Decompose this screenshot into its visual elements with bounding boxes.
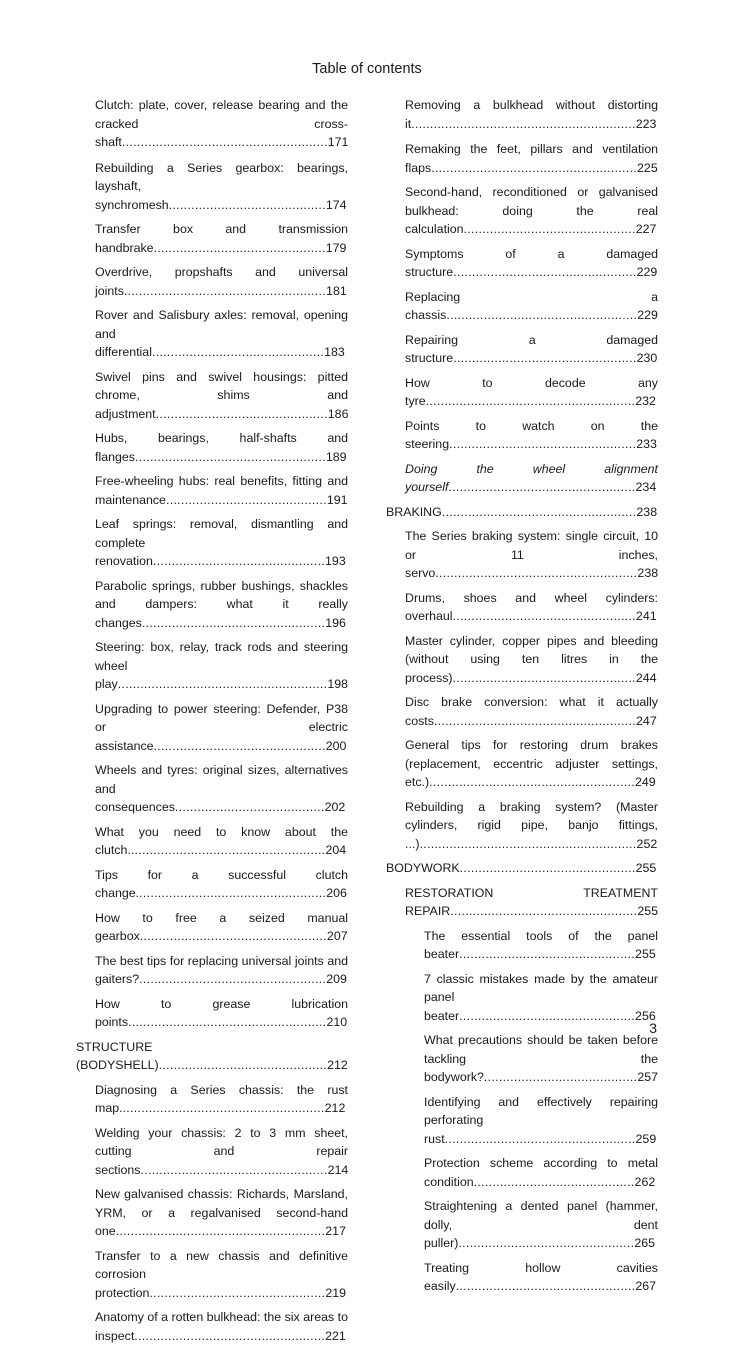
- toc-dot-leader: ..........................................................: [419, 836, 637, 851]
- toc-entry-page: 255: [635, 947, 656, 961]
- toc-entry[interactable]: [95, 577, 348, 633]
- toc-dot-leader: ......................................................: [433, 713, 637, 728]
- toc-dot-leader: ...............................................: [459, 1008, 636, 1023]
- toc-entry-title: Clutch: plate, cover, release bearing and the cracked cross-shaft: [95, 98, 348, 149]
- toc-entry-title: General tips for restoring drum brakes (replacement, eccentric adjuster settings, etc.): [405, 738, 658, 789]
- toc-entry-page: 265: [634, 1236, 656, 1250]
- toc-entry[interactable]: [405, 884, 658, 921]
- toc-entry-page: 233: [636, 437, 657, 451]
- toc-dot-leader: ..................................................: [139, 972, 327, 986]
- toc-entry[interactable]: [95, 96, 348, 152]
- toc-entry-page: 241: [635, 609, 657, 623]
- toc-entry-page: 191: [326, 492, 348, 507]
- toc-entry-title: Leaf springs: removal, dismantling and complete renovation: [95, 517, 348, 568]
- toc-dot-leader: ........................................................: [117, 677, 328, 691]
- toc-entry[interactable]: [95, 952, 348, 989]
- toc-entry-title: Points to watch on the steering: [405, 418, 658, 451]
- toc-entry-title: Second-hand, reconditioned or galvanised bulkhead: doing the real calculation: [405, 185, 658, 236]
- toc-entry-title: Anatomy of a rotten bulkhead: the six areas to inspect: [95, 1310, 348, 1343]
- toc-entry-title: How to free a seized manual gearbox: [95, 910, 348, 943]
- toc-entry-title: Steering: box, relay, track rods and steering wheel play: [95, 640, 348, 691]
- toc-dot-leader: ................................................: [455, 1279, 636, 1293]
- toc-entry-title: STRUCTURE (BODYSHELL): [76, 1039, 159, 1072]
- toc-entry[interactable]: [95, 159, 348, 215]
- toc-dot-leader: ......................................................: [435, 566, 638, 580]
- toc-dot-leader: ...............................................: [459, 861, 636, 875]
- toc-entry-page: 186: [327, 406, 349, 421]
- toc-dot-leader: ...........................................: [473, 1174, 635, 1189]
- toc-entry-page: 214: [327, 1162, 349, 1177]
- toc-entry-title: Repairing a damaged structure: [405, 332, 658, 365]
- toc-entry-page: 171: [327, 135, 349, 149]
- toc-entry-title: The best tips for replacing universal joints and gaiters?: [95, 953, 348, 986]
- toc-entry-page: 227: [635, 222, 657, 236]
- toc-entry-page: 229: [636, 265, 658, 279]
- toc-entry-title: Upgrading to power steering: Defender, P38 or electric assistance: [95, 701, 348, 753]
- toc-entry[interactable]: [95, 368, 348, 424]
- toc-left-column: [76, 96, 349, 1343]
- toc-entry-title: Master cylinder, copper pipes and bleeding (without using ten litres in the process): [405, 633, 658, 685]
- toc-entry[interactable]: [386, 859, 658, 878]
- toc-entry-page: 249: [634, 775, 656, 789]
- toc-dot-leader: ...................................................: [444, 1131, 636, 1146]
- toc-entry-page: 219: [325, 1285, 347, 1300]
- toc-entry-page: 209: [326, 972, 347, 986]
- toc-dot-leader: ..............................................: [152, 554, 326, 568]
- toc-dot-leader: ..............................................: [463, 222, 636, 236]
- toc-entry[interactable]: [405, 96, 658, 133]
- toc-entry-title: Transfer box and transmission handbrake: [95, 222, 348, 255]
- toc-entry-title: Doing the wheel alignment yourself: [405, 461, 658, 494]
- toc-dot-leader: ........................................................: [425, 394, 636, 408]
- toc-entry[interactable]: [95, 220, 348, 257]
- toc-dot-leader: ..................................................: [140, 1162, 328, 1177]
- toc-dot-leader: ..................................................: [448, 480, 636, 494]
- toc-entry-page: 179: [325, 240, 347, 255]
- toc-entry-title: Treating hollow cavities easily: [424, 1260, 658, 1293]
- toc-entry-title: BODYWORK: [386, 861, 460, 875]
- toc-entry[interactable]: [424, 1259, 658, 1296]
- toc-entry-title: How to decode any tyre: [405, 375, 658, 408]
- toc-entry-page: 244: [635, 670, 657, 685]
- toc-entry[interactable]: [95, 761, 348, 817]
- toc-entry[interactable]: [405, 693, 658, 730]
- toc-dot-leader: ..............................................: [151, 345, 325, 359]
- toc-dot-leader: .............................................: [158, 1058, 328, 1072]
- toc-entry[interactable]: [405, 374, 658, 411]
- toc-entry-title: Tips for a successful clutch change.: [95, 867, 348, 900]
- toc-entry-page: 200: [325, 738, 347, 753]
- toc-entry-page: 212: [327, 1058, 348, 1072]
- toc-entry[interactable]: [95, 700, 348, 756]
- toc-entry[interactable]: [405, 288, 658, 325]
- toc-entry-page: 238: [636, 504, 658, 519]
- toc-dot-leader: ...................................................: [134, 1328, 326, 1343]
- toc-entry[interactable]: [405, 798, 658, 854]
- toc-entry[interactable]: [424, 927, 658, 964]
- toc-entry-title: New galvanised chassis: Richards, Marsland, YRM, or a regalvanised second-hand one: [95, 1187, 348, 1238]
- toc-entry[interactable]: [95, 429, 348, 466]
- toc-entry[interactable]: [405, 140, 658, 177]
- toc-entry-title: Diagnosing a Series chassis: the rust map.: [95, 1082, 348, 1115]
- toc-entry[interactable]: [95, 1185, 348, 1241]
- toc-entry-page: 217: [325, 1224, 346, 1238]
- toc-dot-leader: ............................................................: [411, 116, 636, 131]
- toc-entry-page: 212: [324, 1101, 346, 1115]
- toc-entry[interactable]: [95, 472, 348, 509]
- toc-entry-title: Symptoms of a damaged structure: [405, 246, 658, 279]
- toc-entry-title: Swivel pins and swivel housings: pitted chrome, shims and adjustment: [95, 369, 348, 421]
- toc-entry-page: 202: [324, 800, 346, 814]
- toc-entry-title: How to grease lubrication points: [95, 996, 348, 1029]
- toc-entry-title: What you need to know about the clutch.: [95, 824, 348, 857]
- toc-entry-page: 238: [637, 566, 659, 580]
- toc-dot-leader: .......................................................: [429, 775, 635, 789]
- toc-entry-title: Remaking the feet, pillars and ventilation flaps: [405, 142, 658, 175]
- toc-entry[interactable]: [405, 736, 658, 792]
- toc-dot-leader: ...............................................: [149, 1285, 326, 1300]
- toc-entry-page: 221: [325, 1328, 346, 1343]
- toc-entry-page: 223: [635, 116, 657, 131]
- toc-entry[interactable]: [424, 1093, 658, 1149]
- toc-dot-leader: ...................................................: [134, 449, 326, 464]
- toc-entry-title: Parabolic springs, rubber bushings, shackles and dampers: what it really changes: [95, 578, 348, 630]
- toc-dot-leader: ..............................................: [153, 738, 326, 753]
- toc-entry[interactable]: [95, 306, 348, 362]
- toc-entry-page: 257: [637, 1070, 659, 1084]
- toc-entry[interactable]: [95, 1124, 348, 1180]
- toc-dot-leader: ...............................................: [458, 1236, 635, 1250]
- toc-entry-title: Rover and Salisbury axles: removal, opening and differential: [95, 308, 348, 359]
- toc-entry-page: 230: [636, 351, 658, 365]
- toc-entry-title: The essential tools of the panel beater: [424, 928, 658, 961]
- toc-dot-leader: ...........................................: [165, 492, 327, 507]
- toc-entry-page: 181: [326, 283, 347, 298]
- toc-entry-title: Free-wheeling hubs: real benefits, fitting and maintenance: [95, 474, 348, 507]
- toc-entry-title: RESTORATION TREATMENT REPAIR: [405, 885, 658, 918]
- toc-entry-page: 256: [635, 1008, 656, 1023]
- toc-dot-leader: ....................................................: [441, 504, 637, 519]
- toc-entry[interactable]: [95, 638, 348, 694]
- toc-entry[interactable]: [95, 823, 348, 860]
- toc-entry-title: BRAKING: [386, 504, 442, 519]
- toc-entry[interactable]: [405, 460, 658, 497]
- toc-entry-page: 210: [326, 1015, 348, 1029]
- toc-dot-leader: ....................................................: [130, 843, 326, 857]
- toc-entry-title: Transfer to a new chassis and definitive corrosion protection: [95, 1248, 348, 1300]
- toc-dot-leader: ..............................................: [153, 240, 326, 255]
- toc-dot-leader: ..................................................: [139, 886, 327, 900]
- toc-entry-title: The Series braking system: single circuit, 10 or 11 inches, servo: [405, 529, 658, 580]
- toc-dot-leader: ........................................................: [115, 1224, 326, 1238]
- toc-dot-leader: .................................................: [453, 265, 637, 279]
- toc-entry-title: Replacing a chassis: [405, 289, 658, 322]
- toc-entry[interactable]: [405, 589, 658, 626]
- toc-dot-leader: ......................................................: [123, 283, 327, 298]
- toc-entry-page: 229: [637, 308, 658, 322]
- toc-entry-title: Straightening a dented panel (hammer, dolly, dent puller): [424, 1199, 658, 1250]
- toc-entry-page: 267: [635, 1279, 657, 1293]
- toc-entry-title: Wheels and tyres: original sizes, alternatives and consequences: [95, 763, 348, 814]
- toc-entry[interactable]: [424, 1154, 658, 1191]
- toc-entry-title: Rebuilding a Series gearbox: bearings, layshaft, synchromesh: [95, 160, 348, 212]
- toc-dot-leader: ..................................................: [449, 437, 637, 451]
- toc-entry-title: Overdrive, propshafts and universal joints: [95, 265, 348, 298]
- toc-entry[interactable]: [95, 866, 348, 903]
- toc-entry[interactable]: [405, 417, 658, 454]
- toc-entry-page: 196: [325, 615, 346, 630]
- toc-entry-page: 252: [636, 836, 658, 851]
- toc-entry[interactable]: [386, 503, 658, 522]
- toc-dot-leader: ...............................................: [459, 947, 636, 961]
- toc-entry-page: 225: [637, 160, 658, 175]
- toc-dot-leader: .................................................: [452, 670, 636, 685]
- toc-entry-page: 262: [634, 1174, 656, 1189]
- toc-entry[interactable]: [95, 995, 348, 1032]
- toc-entry-page: 255: [635, 861, 657, 875]
- toc-dot-leader: .......................................................: [431, 160, 638, 175]
- toc-entry[interactable]: [405, 331, 658, 368]
- toc-entry-page: 259: [635, 1131, 657, 1146]
- toc-entry-page: 183: [324, 345, 345, 359]
- toc-dot-leader: .......................................................: [121, 135, 328, 149]
- toc-entry-page: 234: [635, 480, 657, 494]
- toc-entry[interactable]: [95, 515, 348, 571]
- page-title: Table of contents: [312, 61, 422, 77]
- toc-entry[interactable]: [76, 1038, 348, 1075]
- toc-entry-title: Protection scheme according to metal condition: [424, 1156, 658, 1189]
- toc-entry[interactable]: [95, 1308, 348, 1345]
- toc-entry[interactable]: [95, 909, 348, 946]
- toc-entry[interactable]: [405, 183, 658, 239]
- toc-entry-page: 232: [635, 394, 656, 408]
- toc-entry[interactable]: [405, 527, 658, 583]
- toc-entry-title: Drums, shoes and wheel cylinders: overhaul: [405, 590, 658, 623]
- toc-entry-title: What precautions should be taken before tackling the bodywork?: [424, 1033, 658, 1084]
- toc-entry-title: 7 classic mistakes made by the amateur panel beater: [424, 971, 658, 1023]
- toc-entry-title: Hubs, bearings, half-shafts and flanges: [95, 431, 348, 464]
- toc-entry[interactable]: [95, 263, 348, 300]
- toc-entry[interactable]: [95, 1081, 348, 1118]
- toc-dot-leader: ..............................................: [155, 406, 328, 421]
- toc-entry[interactable]: [424, 1031, 658, 1087]
- toc-dot-leader: ..................................................: [139, 929, 327, 943]
- toc-entry-title: Rebuilding a braking system? (Master cylinders, rigid pipe, banjo fittings, ...): [405, 799, 658, 851]
- toc-entry-page: 247: [636, 713, 657, 728]
- toc-entry-page: 193: [325, 554, 346, 568]
- toc-entry-title: Disc brake conversion: what it actually costs: [405, 695, 658, 728]
- toc-entry-title: Identifying and effectively repairing perforating rust: [424, 1094, 658, 1146]
- toc-entry-page: 207: [326, 929, 348, 943]
- toc-entry-title: Welding your chassis: 2 to 3 mm sheet, cutting and repair sections: [95, 1125, 348, 1177]
- toc-entry-page: 206: [326, 886, 347, 900]
- toc-entry[interactable]: [424, 1197, 658, 1253]
- toc-entry-page: 174: [325, 197, 347, 212]
- toc-entry-page: 198: [327, 677, 349, 691]
- toc-entry[interactable]: [95, 1247, 348, 1303]
- toc-dot-leader: .........................................: [483, 1070, 638, 1084]
- toc-right-column: [386, 96, 659, 1293]
- toc-entry-page: 189: [325, 449, 347, 464]
- toc-dot-leader: ..................................................: [450, 904, 638, 918]
- page-number: 3: [649, 1020, 657, 1036]
- toc-entry[interactable]: [424, 970, 658, 1026]
- toc-entry-page: 255: [637, 904, 659, 918]
- toc-dot-leader: .................................................: [453, 351, 637, 365]
- toc-entry[interactable]: [405, 632, 658, 688]
- toc-entry[interactable]: [405, 245, 658, 282]
- toc-dot-leader: .....................................................: [128, 1015, 327, 1029]
- toc-entry-title: Removing a bulkhead without distorting it: [405, 98, 658, 131]
- toc-dot-leader: .................................................: [452, 609, 636, 623]
- toc-dot-leader: ...................................................: [446, 308, 638, 322]
- toc-dot-leader: ..........................................: [168, 197, 326, 212]
- toc-entry-page: 204: [325, 843, 347, 857]
- toc-dot-leader: ......................................................: [122, 1101, 325, 1115]
- toc-dot-leader: .................................................: [141, 615, 326, 630]
- toc-dot-leader: ........................................: [174, 800, 325, 814]
